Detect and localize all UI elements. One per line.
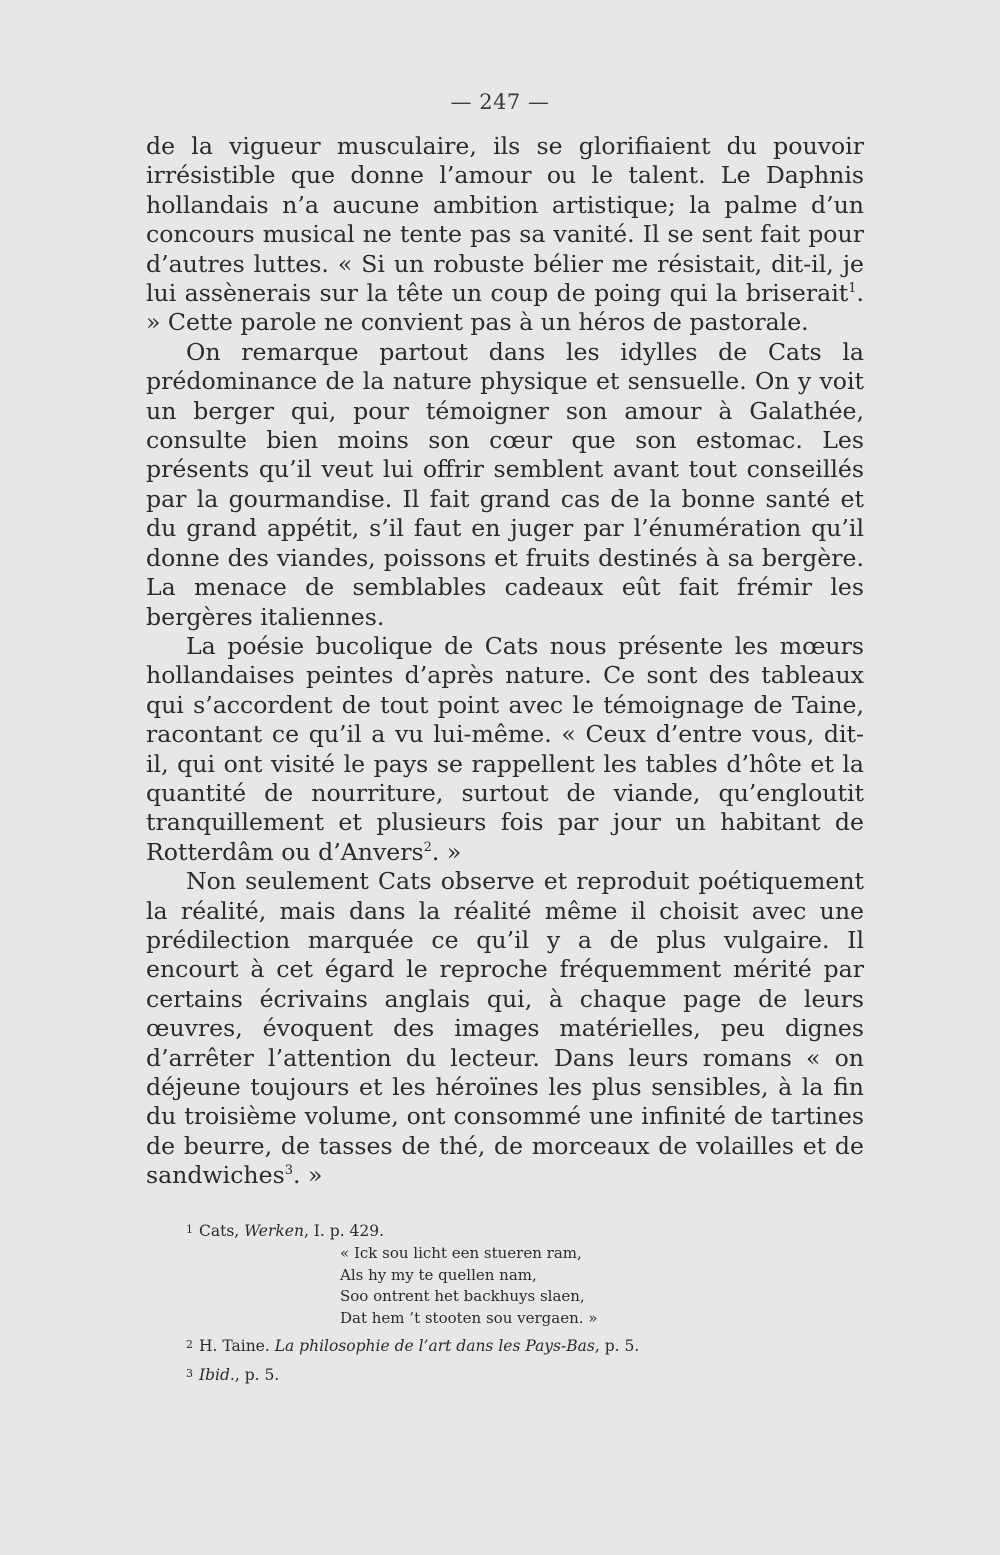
- footnote-verse: [340, 1243, 826, 1329]
- paragraph-4: [146, 867, 864, 1190]
- footnote-author: Cats,: [199, 1222, 245, 1240]
- verse-line: Soo ontrent het backhuys slaen,: [340, 1287, 585, 1305]
- footnote-3: [186, 1362, 826, 1387]
- footnote-work-title: Werken: [244, 1222, 304, 1240]
- footnote-work-title: Ibid.: [199, 1366, 235, 1384]
- paragraph-text: de la vigueur musculaire, ils se glorifiaient du pouvoir irrésistible que donne l’amour ou le talent. Le Daphnis hollandais n’a aucune ambition artistique; la palme d’un concours musical ne tente pas sa vanité. Il se sent fait pour d’autres luttes. « Si un robuste bélier me résistait, dit-il, je lui assènerais sur la tête un coup de poing qui la briserait: [146, 132, 864, 308]
- verse-line: « Ick sou licht een stueren ram,: [340, 1244, 582, 1262]
- paragraph-2: [146, 338, 864, 632]
- paragraph-text-after: . »: [431, 837, 462, 866]
- paragraph-text-after: . »: [292, 1161, 323, 1190]
- footnotes: [186, 1218, 826, 1387]
- footnote-1: [186, 1218, 826, 1243]
- main-text: [146, 132, 864, 1191]
- paragraph-text: On remarque partout dans les idylles de Cats la prédominance de la nature physique et sensuelle. On y voit un berger qui, pour témoigner son amour à Galathée, consulte bien moins son cœur que son estomac. Les présents qu’il veut lui offrir semblent avant tout conseillés par la gourmandise. Il fait grand cas de la bonne santé et du grand appétit, s’il faut en juger par l’énumération qu’il donne des viandes, poissons et fruits destinés à sa bergère. La menace de semblables cadeaux eût fait frémir les bergères italiennes.: [146, 337, 864, 631]
- paragraph-3: [146, 632, 864, 867]
- paragraph-1: [146, 132, 864, 338]
- footnote-2: [186, 1333, 826, 1358]
- verse-line: Dat hem ’t stooten sou vergaen. »: [340, 1308, 598, 1327]
- paragraph-text: Non seulement Cats observe et reproduit poétiquement la réalité, mais dans la réalité même il choisit avec une prédilection marquée ce qu’il y a de plus vulgaire. Il encourt à cet égard le reproche fréquemment mérité par certains écrivains anglais qui, à chaque page de leurs œuvres, évoquent des images matérielles, peu dignes d’arrêter l’attention du lecteur. Dans leurs romans « on déjeune toujours et les héroïnes les plus sensibles, à la fin du troisième volume, ont consommé une infinité de tartines de beurre, de tasses de thé, de morceaux de volailles et de sandwiches: [146, 867, 864, 1190]
- footnote-number: 1: [186, 1223, 193, 1236]
- verse-line: Als hy my te quellen nam,: [340, 1265, 537, 1284]
- footnote-work-title: La philosophie de l’art dans les Pays-Bas: [274, 1337, 595, 1355]
- paragraph-text: La poésie bucolique de Cats nous présente les mœurs hollandaises peintes d’après nature. Ce sont des tableaux qui s’accordent de tout point avec le témoignage de Taine, racontant ce qu’il a vu lui-même. « Ceux d’entre vous, dit-il, qui ont visité le pays se rappellent les tables d’hôte et la quantité de nourriture, surtout de viande, qu’engloutit tranquillement et plusieurs fois par jour un habitant de Rotterdâm ou d’Anvers: [146, 631, 864, 866]
- footnote-citation: , p. 5.: [594, 1337, 640, 1355]
- paragraph-text-after: . » Cette parole ne convient pas à un héros de pastorale.: [146, 279, 864, 337]
- footnote-citation: , I. p. 429.: [303, 1222, 385, 1240]
- footnote-ref-2: 2: [423, 839, 432, 855]
- footnote-ref-3: 3: [284, 1163, 293, 1179]
- footnote-ref-1: 1: [848, 281, 857, 297]
- page-number: — 247 —: [450, 90, 550, 114]
- footnote-author: H. Taine.: [199, 1337, 275, 1355]
- footnote-number: 3: [186, 1367, 193, 1380]
- footnote-citation: , p. 5.: [234, 1366, 280, 1384]
- footnote-number: 2: [186, 1338, 193, 1351]
